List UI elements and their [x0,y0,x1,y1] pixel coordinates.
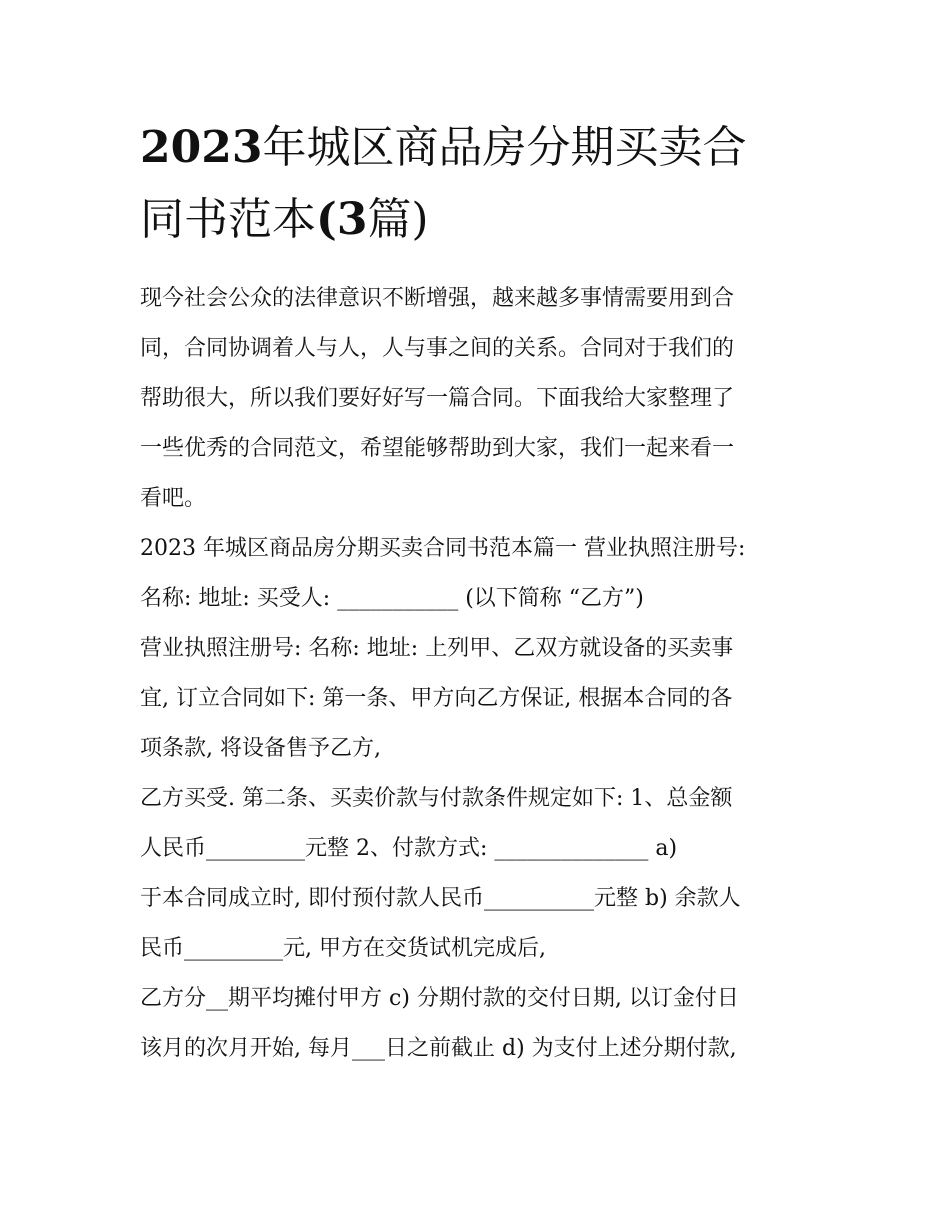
text-line: 民币_________元, 甲方在交货试机完成后, [140,936,546,961]
title-year: 2023 [140,122,263,173]
text-line: 帮助很大，所以我们要好好写一篇合同。下面我给大家整理了 [140,386,735,411]
title-line2-text: 同书范本 [140,194,316,245]
text-line: 名称: 地址: 买受人: ___________ (以下简称 “乙方”) [140,586,644,611]
text-line: 同，合同协调着人与人，人与事之间的关系。合同对于我们的 [140,336,735,361]
text-line: 乙方买受. 第二条、买卖价款与付款条件规定如下: 1、总金额 [140,786,733,811]
document-body [140,274,812,1074]
text-line: 于本合同成立时, 即付预付款人民币__________元整 b) 余款人 [140,886,741,911]
title-line2-tail: 篇) [367,194,429,245]
text-line: 人民币_________元整 2、付款方式: ______________ a) [140,836,678,861]
text-line: 看吧。 [140,486,207,511]
text-line: 营业执照注册号: 名称: 地址: 上列甲、乙双方就设备的买卖事 [140,636,734,661]
text-line: 一些优秀的合同范文，希望能够帮助到大家，我们一起来看一 [140,436,735,461]
title-count: (3 [316,194,368,245]
text-line: 宜, 订立合同如下: 第一条、甲方向乙方保证, 根据本合同的各 [140,686,733,711]
document-page [140,112,812,1074]
text-line: 该月的次月开始, 每月___日之前截止 d) 为支付上述分期付款, [140,1036,737,1061]
document-title [140,112,812,256]
text-line: 项条款, 将设备售予乙方, [140,736,381,761]
text-line: 乙方分__期平均摊付甲方 c) 分期付款的交付日期, 以订金付日 [140,986,739,1011]
text-line: 2023 年城区商品房分期买卖合同书范本篇一 营业执照注册号: [140,536,746,561]
title-line1-text: 年城区商品房分期买卖合 [262,122,747,173]
text-line: 现今社会公众的法律意识不断增强，越来越多事情需要用到合 [140,286,735,311]
